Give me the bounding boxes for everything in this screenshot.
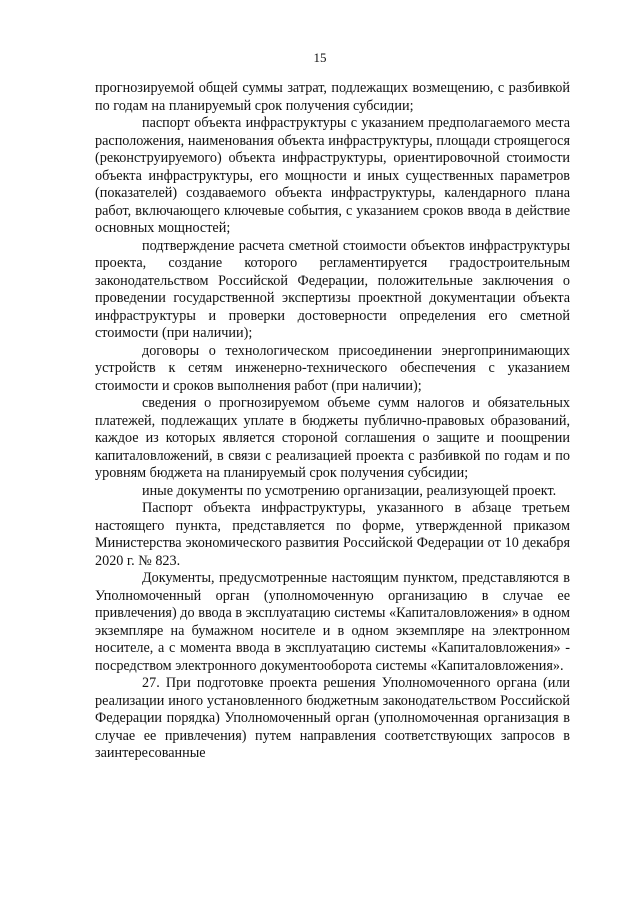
page-number: 15 — [313, 50, 327, 65]
paragraph: 27. При подготовке проекта решения Уполномоченного органа (или реализации иного установленного бюджетным законодательством Российской Федерации порядка) Уполномоченный орган (уполномоченная организация в случае ее привлечения) путем направления соответствующих запросов в заинтересованные — [95, 675, 570, 761]
paragraph: Паспорт объекта инфраструктуры, указанного в абзаце третьем настоящего пункта, представляется по форме, утвержденной приказом Министерства экономического развития Российской Федерации от 10 декабря 2020 г. № 823. — [95, 500, 570, 569]
document-body — [95, 80, 570, 763]
paragraph: договоры о технологическом присоединении энергопринимающих устройств к сетям инженерно-технического обеспечения с указанием стоимости и сроков выполнения работ (при наличии); — [95, 342, 570, 394]
paragraph: подтверждение расчета сметной стоимости объектов инфраструктуры проекта, создание которого регламентируется градостроительным законодательством Российской Федерации, положительные заключения о проведении государственной экспертизы проектной документации объекта инфраструктуры и проверки достоверности определения его сметной стоимости (при наличии); — [95, 237, 570, 341]
paragraph: паспорт объекта инфраструктуры с указанием предполагаемого места расположения, наименования объекта инфраструктуры, площади строящегося (реконструируемого) объекта инфраструктуры, ориентировочной стоимости объекта инфраструктуры, его мощности и иных существенных параметров (показателей) создаваемого объекта инфраструктуры, календарного плана работ, включающего ключевые события, с указанием сроков ввода в действие основных мощностей; — [95, 115, 570, 236]
paragraph: сведения о прогнозируемом объеме сумм налогов и обязательных платежей, подлежащих уплате в бюджеты публично-правовых образований, каждое из которых является стороной соглашения о защите и поощрении капиталовложений, в связи с реализацией проекта с разбивкой по годам и по уровням бюджета на планируемый срок получения субсидии; — [95, 395, 570, 481]
paragraph: Документы, предусмотренные настоящим пунктом, представляются в Уполномоченный орган (уполномоченную организацию в случае ее привлечения) до ввода в эксплуатацию системы «Капиталовложения» в одном экземпляре на бумажном носителе и в одном экземпляре на электронном носителе, а с момента ввода в эксплуатацию системы «Капиталовложения» - посредством электронного документооборота системы «Капиталовложения». — [95, 570, 570, 674]
paragraph: прогнозируемой общей суммы затрат, подлежащих возмещению, с разбивкой по годам на планируемый срок получения субсидии; — [95, 80, 570, 114]
paragraph: иные документы по усмотрению организации, реализующей проект. — [142, 482, 557, 499]
